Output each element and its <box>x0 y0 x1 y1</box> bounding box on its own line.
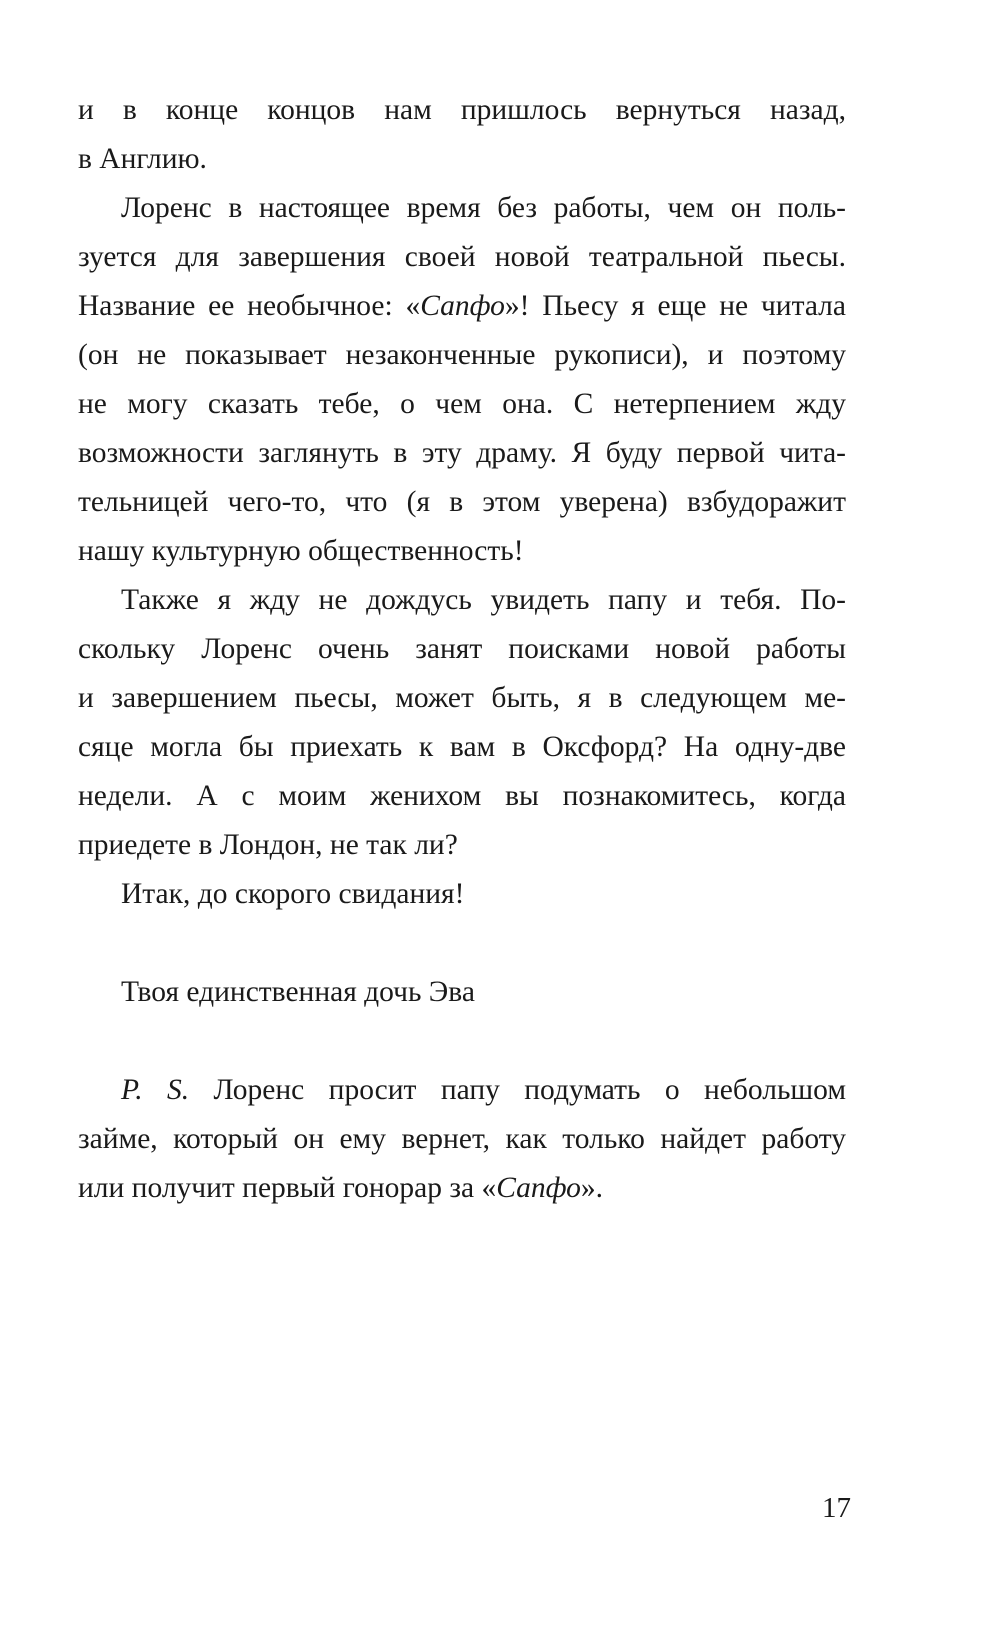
text-line: зуется для завершения своей новой театральной пьесы. <box>78 241 846 273</box>
text-line: и завершением пьесы, может быть, я в следующем ме- <box>78 682 846 714</box>
text-line: тельницей чего-то, что (я в этом уверена) взбудоражит <box>78 486 846 518</box>
paragraph <box>78 1066 846 1213</box>
text-line: P. S. Лоренс просит папу подумать о небольшом <box>121 1074 846 1106</box>
paragraph <box>78 968 846 1017</box>
text-line: Также я жду не дождусь увидеть папу и тебя. По- <box>121 584 846 616</box>
text-line: в Англию. <box>78 143 207 175</box>
text-line: недели. А с моим женихом вы познакомитесь, когда <box>78 780 846 812</box>
text-line: и в конце концов нам пришлось вернуться назад, <box>78 94 846 126</box>
text-line: Твоя единственная дочь Эва <box>121 976 475 1008</box>
text-line: скольку Лоренс очень занят поисками новой работы <box>78 633 846 665</box>
paragraph <box>78 576 846 870</box>
paragraph <box>78 184 846 576</box>
text-line: сяце могла бы приехать к вам в Оксфорд? На одну-две <box>78 731 846 763</box>
paragraph <box>78 870 846 919</box>
page-body <box>78 86 846 1213</box>
text-line: Итак, до скорого свидания! <box>121 878 465 910</box>
text-line: возможности заглянуть в эту драму. Я буду первой чита- <box>78 437 846 469</box>
text-line: (он не показывает незаконченные рукописи), и поэтому <box>78 339 846 371</box>
page-number: 17 <box>822 1492 851 1524</box>
text-line: не могу сказать тебе, о чем она. С нетерпением жду <box>78 388 846 420</box>
paragraph-gap <box>78 1017 846 1066</box>
text-line: нашу культурную общественность! <box>78 535 524 567</box>
text-line: займе, который он ему вернет, как только найдет работу <box>78 1123 846 1155</box>
text-line: Лоренс в настоящее время без работы, чем он поль- <box>121 192 846 224</box>
paragraph-gap <box>78 919 846 968</box>
paragraph <box>78 86 846 184</box>
text-line: или получит первый гонорар за «Сапфо». <box>78 1172 604 1204</box>
text-line: приедете в Лондон, не так ли? <box>78 829 458 861</box>
text-line: Название ее необычное: «Сапфо»! Пьесу я еще не читала <box>78 290 846 322</box>
